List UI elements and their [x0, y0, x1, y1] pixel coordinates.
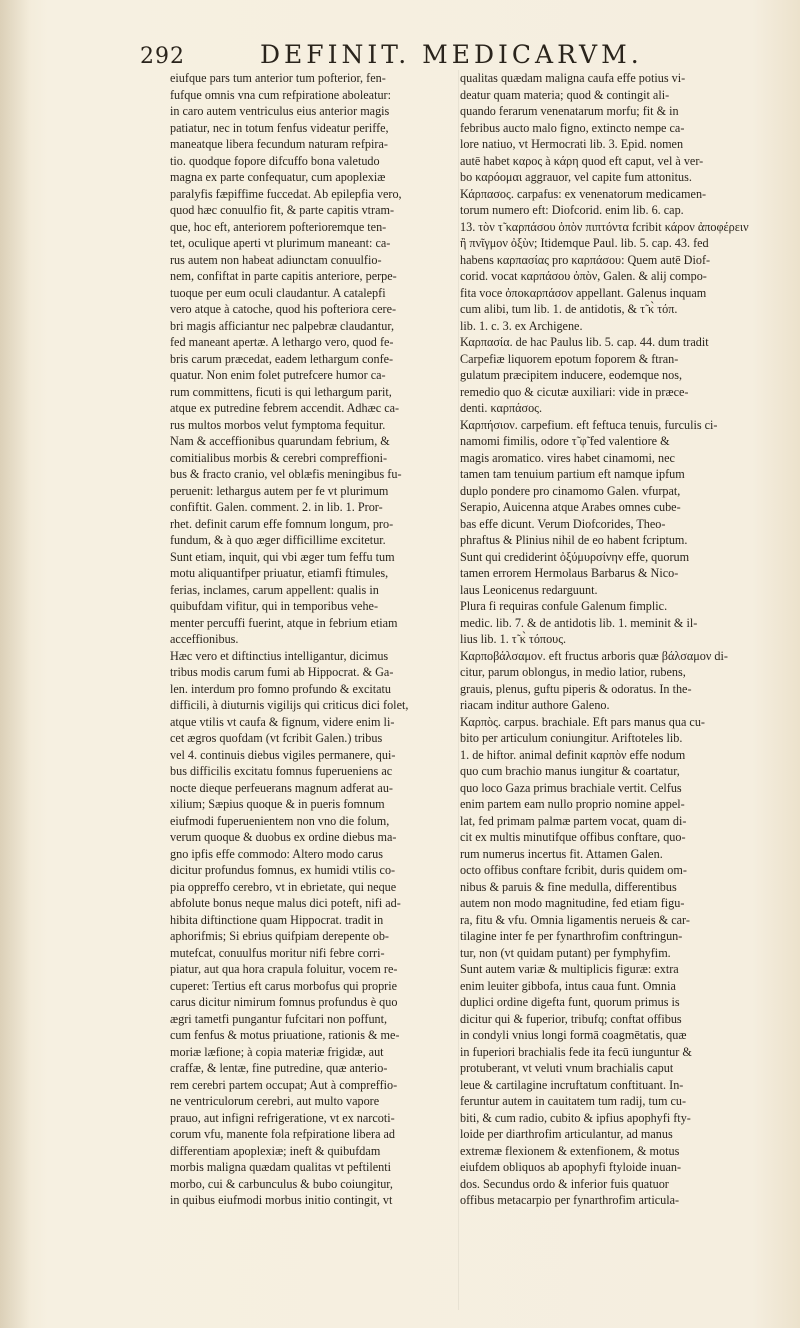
text-line: loide per diarthrofim articulantur, ad manus	[460, 1127, 673, 1141]
text-line: Καρπήσιον. carpefium. eft feftuca tenuis, furculis ci-	[460, 417, 718, 432]
text-line: febribus aucto malo figno, extincto nempe ca-	[460, 120, 685, 135]
text-line: » atque vtilis vt caufa & fignum, videre enim li-	[170, 714, 455, 731]
text-line: ra, fitu & vfu. Omnia ligamentis nerueis & car-	[460, 912, 690, 927]
text-line: lat, fed primam palmæ partem vocat, quam di-	[460, 813, 687, 828]
text-line: duplo pondere pro cinamomo Galen. vfurpat,	[460, 483, 681, 498]
text-line: » moriæ læfione; à copia materiæ frigidæ, aut	[170, 1044, 455, 1061]
text-line: lore natiuo, vt Hermocrati lib. 3. Epid. nomen	[460, 137, 684, 151]
text-line: cum alibi, tum lib. 1. de antidotis, & τ̃ κ̀ τόπ.	[460, 302, 678, 316]
text-line: biti, & cum radio, cubito & ipfius apophyfi fty-	[460, 1110, 691, 1125]
text-line: quo cum brachio manus iungitur & coartatur,	[460, 764, 680, 778]
text-line: magis aromatico. vires habet cinamomi, nec	[460, 450, 675, 465]
left-text-column	[170, 70, 455, 1310]
text-line: » abfolute bonus neque malus dici poteft, nifi ad-	[170, 895, 455, 912]
text-line: dicitur qui & fuperior, tribufq; conftat offibus	[460, 1011, 682, 1026]
text-line: rus autem non habeat adiunctam conuulfio-	[170, 252, 382, 267]
text-line: fufque omnis vna cum refpiratione aboleatur:	[170, 87, 391, 102]
text-line: comitialibus morbis & cerebri compreffioni-	[170, 450, 388, 465]
text-line: denti. καρπάσος.	[460, 401, 543, 415]
text-line: rus multos morbos velut fymptoma fequitur.	[170, 417, 386, 432]
text-line: tuoque per eum oculi claudantur. A catalepfi	[170, 285, 386, 300]
text-line: habens καρπασίας pro καρπάσου: Quem autē Diof-	[460, 252, 711, 267]
text-line: Καρπασία. de hac Paulus lib. 5. cap. 44. dum tradit	[460, 335, 709, 349]
text-line: vero atque à catoche, quod his pofteriora cere-	[170, 302, 397, 316]
text-line: riacam inditur authore Galeno.	[460, 698, 610, 712]
text-line: » verum quoque & duobus ex ordine diebus ma-	[170, 829, 455, 846]
text-line: » vel 4. continuis diebus vigiles permanere, qui-	[170, 747, 455, 764]
text-line: quod hæc conuulfio fit, & parte capitis vtram-	[170, 203, 395, 217]
text-line: » tribus modis carum fumi ab Hippocrat. & Ga-	[170, 664, 455, 681]
text-line: bito per articulum coniungitur. Ariftoteles lib.	[460, 731, 683, 745]
text-line: citur, parum oblongus, in medio latior, rubens,	[460, 665, 686, 679]
text-line: paralyfis fæpiffime fuccedat. Ab epilepfia vero,	[170, 186, 402, 201]
text-line: quatur. Non enim folet putrefcere humor ca-	[170, 368, 386, 382]
text-line: in caro autem ventriculus eius anterior magis	[170, 104, 390, 118]
text-line: atque ex putredine febrem accendit. Adhæc ca-	[170, 401, 400, 415]
text-line: menter percuffi fuerint, atque in febrium etiam	[170, 615, 398, 630]
text-line: bo καρόομαι aggrauor, vel capite fum attonitus.	[460, 170, 692, 184]
text-line: tio. quodque fopore difcuffo bona valetudo	[170, 153, 380, 168]
text-line: » bus difficilis excitatu fomnus fuperueniens ac	[170, 763, 455, 780]
text-line: » morbis maligna quædam qualitas vt peftilenti	[170, 1159, 455, 1176]
text-line: » aphorifmis; Si ebrius quifpiam derepente ob-	[170, 928, 455, 945]
text-line: gulatum præcipitem inducere, eodemque nos,	[460, 368, 683, 382]
text-line: rhet. definit carum effe fomnum longum, pro-	[170, 516, 394, 531]
text-line: corid. vocat καρπάσου ὀπὸν, Galen. & alij compo-	[460, 269, 707, 283]
text-line: cit ex multis minutifque offibus conftare, quo-	[460, 830, 686, 844]
text-line: feruntur autem in cauitatem tum radij, tum cu-	[460, 1094, 687, 1108]
text-line: nibus & paruis & fine medulla, differentibus	[460, 879, 677, 894]
text-line: Carpefiæ liquorem epotum foporem & ftran-	[460, 351, 679, 366]
text-line: confiftit. Galen. comment. 2. in lib. 1. Pror-	[170, 500, 383, 514]
text-line: namomi fimilis, odore τ̃ φ̃ fed valentiore &	[460, 434, 670, 448]
text-line: 13. τὸν τ̃ καρπάσου ὀπὸν πιπτόντα fcribit κάρον ἀποφέρειν	[460, 219, 749, 234]
text-line: » in quibus eiufmodi morbus initio contingit, vt	[170, 1192, 455, 1209]
text-line: tur, non (vt quidam putant) per fymphyfim.	[460, 945, 671, 960]
text-line: lius lib. 1. τ̃ κ̀ τόπους.	[460, 632, 567, 646]
text-line: nem, confiftat in parte capitis anteriore, perpe-	[170, 269, 397, 283]
text-line: extremæ flexionem & extenfionem, & motus	[460, 1143, 680, 1158]
text-line: » eiufmodi fuperuenientem non vno die folum,	[170, 813, 455, 830]
text-line: magna ex parte confequatur, cum apoplexiæ	[170, 170, 386, 184]
text-line: Nam & acceffionibus quarundam febrium, &	[170, 434, 390, 448]
text-line: autē habet καρος à κάρη quod eft caput, vel à ver-	[460, 153, 704, 168]
text-line: Sunt etiam, inquit, qui vbi æger tum feffu tum	[170, 549, 395, 564]
text-line: » difficili, à diuturnis vigilijs qui criticus dici folet,	[170, 697, 455, 714]
text-line: quando ferarum venenatarum morfu; fit & in	[460, 104, 679, 118]
text-line: tamen tam tenuium partium eft namque ipfum	[460, 467, 685, 481]
text-line: autem non modo magnitudine, fed etiam figu-	[460, 896, 685, 910]
column-gutter	[458, 70, 459, 1310]
text-line: » xilium; Sæpius quoque & in pueris fomnum	[170, 796, 455, 813]
text-line: Κάρπασος. carpafus: ex venenatorum medicamen-	[460, 186, 707, 201]
text-line: » pia oppreffo cerebro, vt in ebrietate, qui neque	[170, 879, 455, 896]
text-line: enim partem eam nullo proprio nomine appel-	[460, 797, 685, 811]
text-line: » nocte dieque perfeuerans magnum adferat au-	[170, 780, 455, 797]
text-line: bri magis afficiantur nec palpebræ claudantur,	[170, 318, 394, 333]
text-line: » Hæc vero et diftinctius intelligantur, dicimus	[170, 648, 455, 665]
text-line: » carus dicitur nimirum fomnus profundus è quo	[170, 994, 455, 1011]
text-line: que, hoc eft, anteriorem pofterioremque ten-	[170, 219, 387, 234]
text-line: patiatur, nec in totum fenfus videatur periffe,	[170, 120, 389, 135]
text-line: » ægri tametfi pungantur fufcitari non poffunt,	[170, 1011, 455, 1028]
text-line: Sunt autem variæ & multiplicis figuræ: extra	[460, 962, 679, 976]
text-line: fita voce ὀποκαρπάσον appellant. Galenus inquam	[460, 285, 707, 300]
text-line: bris carum præcedat, eadem lethargum confe-	[170, 351, 394, 366]
text-line: acceffionibus.	[170, 632, 239, 646]
text-line: laus Leonicenus redarguunt.	[460, 582, 598, 597]
text-line: tamen errorem Hermolaus Barbarus & Nico-	[460, 566, 679, 580]
text-line: fundum, & à quo æger difficillime excitetur.	[170, 533, 386, 547]
text-line: phraftus & Plinius nihil de eo habent fcriptum.	[460, 533, 688, 547]
text-line: » corum vfu, manente fola refpiratione libera ad	[170, 1126, 455, 1143]
right-text-column	[460, 70, 768, 1310]
text-line: » piatur, aut qua hora crapula foluitur, vocem re-	[170, 961, 455, 978]
text-line: 1. de hiftor. animal definit καρπὸν effe nodum	[460, 747, 686, 762]
text-line: leue & cartilagine incruftatum conftituant. In-	[460, 1077, 684, 1092]
text-line: enim leuiter gibbofa, intus caua funt. Omnia	[460, 978, 676, 993]
text-line: » prauo, aut infigni refrigeratione, vt ex narcoti-	[170, 1110, 455, 1127]
text-line: qualitas quædam maligna caufa effe potius vi-	[460, 71, 686, 85]
text-line: » gno ipfis effe commodo: Altero modo carus	[170, 846, 455, 863]
text-line: lib. 1. c. 3. ex Archigene.	[460, 318, 583, 333]
text-line: » ne ventriculorum cerebri, aut multo vapore	[170, 1093, 455, 1110]
text-line: in condyli vnius longi formā coagmētatis, quæ	[460, 1028, 687, 1042]
text-line: » rem cerebri partem occupat; Aut à compreffio-	[170, 1077, 455, 1094]
text-line: bus & fracto cranio, vel oblæfis meningibus fu-	[170, 467, 402, 481]
text-line: Plura fi requiras confule Galenum fimplic.	[460, 599, 668, 613]
text-line: » cet ægros quofdam (vt fcribit Galen.) tribus	[170, 730, 455, 747]
text-line: motu aliquantifper priuatur, etiamfi ftimules,	[170, 566, 389, 580]
text-line: Serapio, Auicenna atque Arabes omnes cube-	[460, 500, 681, 514]
text-line: rum numerus incertus fit. Attamen Galen.	[460, 846, 663, 861]
text-line: tet, oculique aperti vt plurimum maneant: ca-	[170, 236, 391, 250]
text-line: in fuperiori brachialis fede ita fecū iunguntur &	[460, 1044, 692, 1059]
text-line: fed maneant apertæ. A lethargo vero, quod fe-	[170, 335, 394, 349]
text-line: bas effe dicunt. Verum Diofcorides, Theo-	[460, 516, 666, 531]
text-line: » dicitur profundus fomnus, ex humidi vtilis co-	[170, 862, 455, 879]
text-line: grauis, plenus, guftu piperis & odoratus. In the-	[460, 681, 692, 696]
text-line: » mutefcat, conuulfus moritur nifi febre corri-	[170, 945, 455, 962]
text-line: medic. lib. 7. & de antidotis lib. 1. meminit & il-	[460, 615, 698, 630]
text-line: tilagine inter fe per fynarthrofim conftringun-	[460, 929, 683, 943]
text-line: Καρποβάλσαμον. eft fructus arboris quæ βάλσαμον di-	[460, 648, 728, 663]
text-line: eiufque pars tum anterior tum pofterior, fen-	[170, 71, 386, 85]
text-line: duplici ordine digefta funt, quorum primus is	[460, 995, 680, 1009]
text-line: ἢ πνῖγμον ὀξὺν; Itidemque Paul. lib. 5. cap. 43. fed	[460, 236, 709, 250]
text-line: Sunt qui crediderint ὀξύμυρσίνην effe, quorum	[460, 549, 690, 564]
text-line: » len. interdum pro fomno profundo & excitatu	[170, 681, 455, 698]
text-line: rum committens, ficuti is qui lethargum parit,	[170, 384, 392, 399]
text-line: » hibita diftinctione quam Hippocrat. tradit in	[170, 912, 455, 929]
text-line: dos. Secundus ordo & inferior fuis quatuor	[460, 1176, 669, 1191]
text-line: eiufdem obliquos ab apophyfi ftyloide inuan-	[460, 1160, 682, 1174]
text-line: » morbo, cui & carbunculus & bubo coiungitur,	[170, 1176, 455, 1193]
text-line: » cuperet: Tertius eft carus morbofus qui proprie	[170, 978, 455, 995]
running-title: DEFINIT. MEDICARVM.	[260, 40, 643, 69]
text-line: peruenit: lethargus autem per fe vt plurimum	[170, 483, 389, 498]
text-line: quo loco Gaza primus brachiale vertit. Celfus	[460, 780, 682, 795]
page-edge-shadow	[0, 0, 30, 1328]
text-line: ferias, inclames, carum appellent: qualis in	[170, 582, 379, 597]
page-number: 292	[140, 44, 185, 69]
text-line: quibufdam vifitur, qui in temporibus vehe-	[170, 599, 379, 613]
text-line: » craffæ, & lentæ, fine putredine, quæ anterio-	[170, 1060, 455, 1077]
text-line: » differentiam apoplexiæ; ineft & quibufdam	[170, 1143, 455, 1160]
text-line: remedio quo & cicutæ auxiliari: vide in præce-	[460, 384, 689, 399]
text-line: offibus metacarpio per fynarthrofim articula-	[460, 1193, 680, 1207]
text-line: deatur quam materia; quod & contingit ali-	[460, 87, 670, 102]
text-line: torum numero eft: Diofcorid. enim lib. 6. cap.	[460, 203, 684, 217]
text-line: » cum fenfus & motus priuatione, rationis & me-	[170, 1027, 455, 1044]
text-line: maneatque libera fecundum naturam refpira-	[170, 137, 388, 151]
text-line: Καρπὸς. carpus. brachiale. Eft pars manus qua cu-	[460, 714, 705, 729]
text-line: protuberant, vt veluti vnum brachialis caput	[460, 1061, 674, 1075]
text-line: octo offibus conftare fcribit, duris quidem om-	[460, 863, 687, 877]
page-header	[140, 40, 760, 72]
